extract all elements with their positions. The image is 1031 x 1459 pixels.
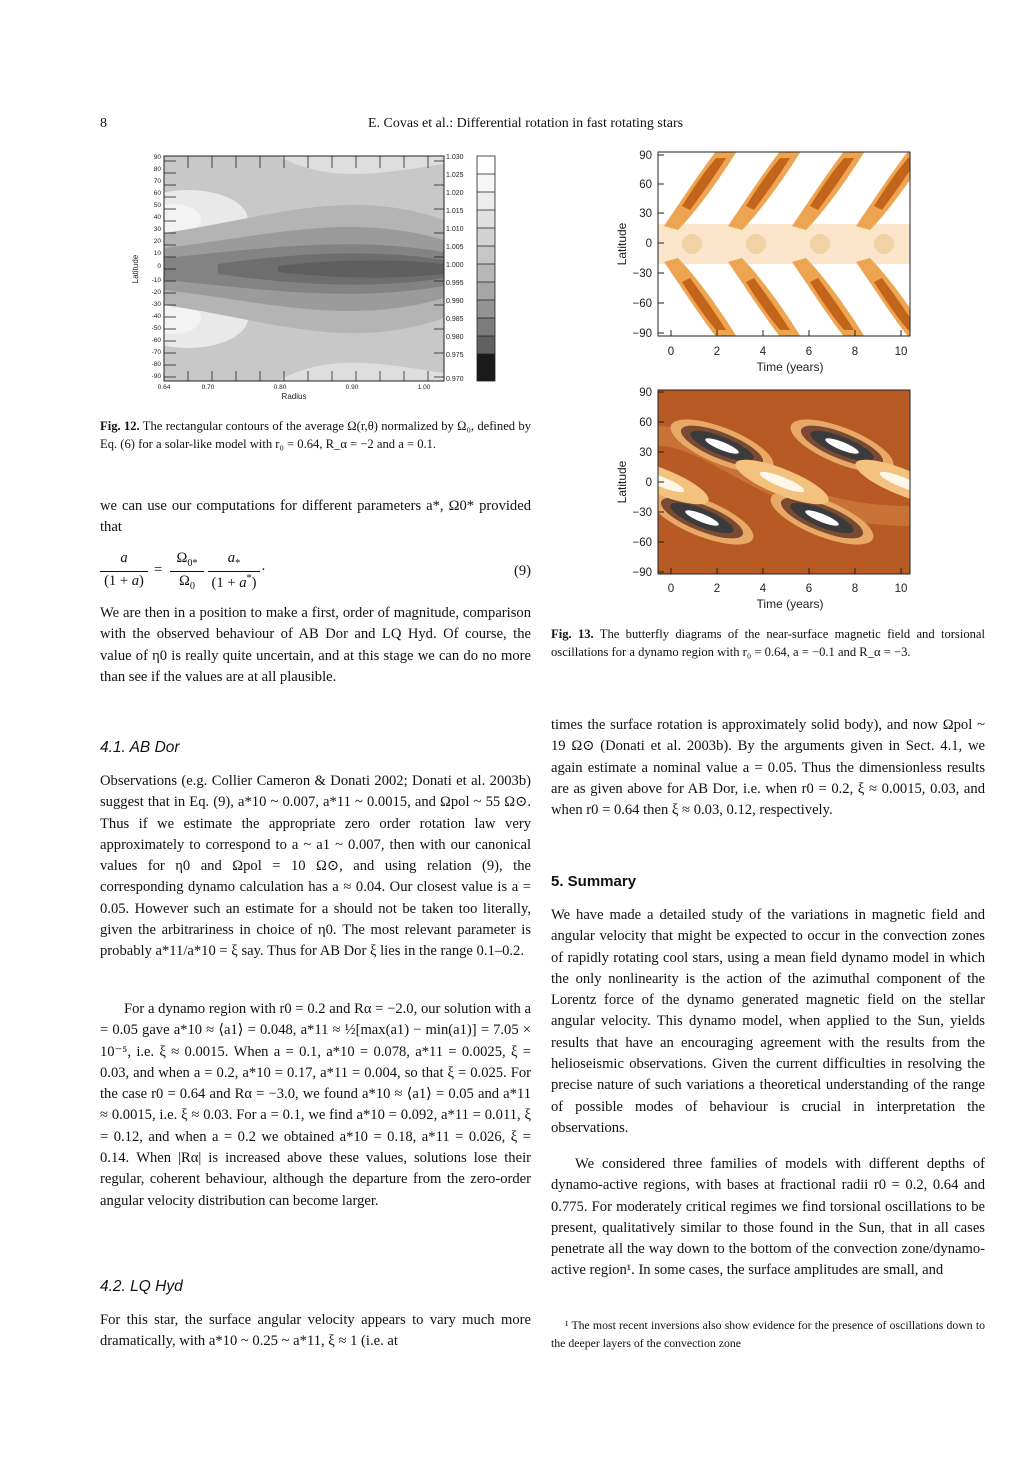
y-tick: −30 (632, 507, 652, 519)
colorbar-tick: 0.985 (446, 316, 464, 323)
section-4-2-heading: 4.2. LQ Hyd (100, 1278, 183, 1295)
fig13-top-x-label: Time (years) (756, 360, 824, 374)
left-paragraph-3: Observations (e.g. Collier Cameron & Donati 2002; Donati et al. 2003b) suggest that in Eq. (9), a*10 ~ 0.007, a*11 ~ 0.0015, and Ωpol ~ 55 Ω⊙. Thus if we estimate the appropriate zero order rotation law very approximately to correspond to a ~ a1 ~ 0.007, then with our canonical values for η0 and Ωpol = 10 Ω⊙, and using relation (9), the corresponding dynamo calculation has a ≈ 0.04. Our closest value is a = 0.05. However such an estimate for a should not be taken too literally, given the arbitrariness in choice of η0. The most relevant parameter is probably a*11/a*10 = ξ say. Thus for AB Dor ξ lies in the range 0.1–0.2. (100, 773, 531, 960)
colorbar-tick: 0.975 (446, 352, 464, 359)
x-tick: 0 (667, 346, 675, 358)
y-tick: 60 (153, 190, 161, 197)
x-tick: 0.70 (201, 384, 215, 391)
colorbar-tick: 0.995 (446, 280, 464, 287)
fig13-butterfly-diagrams (612, 146, 922, 616)
y-tick: 90 (639, 150, 652, 162)
colorbar-tick: 1.020 (446, 190, 464, 197)
right-paragraph-1: times the surface rotation is approximately solid body), and now Ωpol ~ 19 Ω⊙ (Donati et al. 2003b). By the arguments given in Sect. 4.1, we again estimate a nominal value a = 0.05. Thus the dimensionless results are as given above for AB Dor, i.e. when r0 = 0.2, ξ ≈ 0.0015, 0.03, and when r0 = 0.64 then ξ ≈ 0.03, 0.12, respectively. (551, 717, 985, 819)
x-tick: 0.64 (157, 384, 171, 391)
y-tick: 80 (153, 166, 161, 173)
y-tick: −60 (632, 298, 652, 310)
fig12-colorbar (477, 156, 495, 381)
y-tick: -60 (151, 337, 161, 344)
x-tick: 2 (713, 346, 721, 358)
y-tick: -20 (151, 289, 161, 296)
y-tick: -30 (151, 301, 161, 308)
fig12-caption (100, 417, 531, 453)
y-tick: 0 (645, 477, 652, 489)
y-tick: −90 (632, 567, 652, 579)
fig12-x-tick-labels (158, 384, 431, 391)
y-tick: -40 (151, 313, 161, 320)
y-tick: -50 (151, 325, 161, 332)
y-tick: 0 (157, 263, 161, 270)
x-tick: 6 (805, 346, 813, 358)
fig13-bottom-x-label: Time (years) (756, 597, 824, 611)
colorbar-tick: 1.005 (446, 244, 464, 251)
x-tick: 2 (713, 583, 721, 595)
fig12-y-axis-label: Latitude (131, 254, 140, 284)
left-paragraph-2: We are then in a position to make a first, order of magnitude, comparison with the observed behaviour of AB Dor and LQ Hyd. Of course, the value of η0 is really quite uncertain, and at this stage we can do no more than see if the values are at all plausible. (100, 605, 531, 685)
running-title: E. Covas et al.: Differential rotation in fast rotating stars (368, 116, 684, 131)
section-5-heading: 5. Summary (551, 873, 637, 890)
colorbar-tick: 0.980 (446, 334, 464, 341)
y-tick: 60 (639, 179, 652, 191)
y-tick: 90 (153, 154, 161, 161)
x-tick: 10 (894, 583, 908, 595)
fig13-top-panel (658, 146, 922, 342)
x-tick: 4 (759, 346, 767, 358)
colorbar-tick: 1.015 (446, 208, 464, 215)
right-paragraph-2: We have made a detailed study of the variations in magnetic field and angular velocity that might be expected to occur in the convection zones of rapidly rotating cool stars, using a mean field dynamo model in which the only nonlinearity is the action of the azimuthal component of the Lorentz force of the dynamo generated magnetic field on the stellar angular velocity. This dynamo model, when applied to the Sun, yields results that have an encouraging agreement with the results from the helioseismic observations. Given the current difficulties in resolving the precise nature of such variations a theoretical understanding of the range of possible modes of behaviour is crucial in interpretation the observations. (551, 907, 985, 1136)
y-tick: −60 (632, 537, 652, 549)
x-tick: 8 (851, 346, 859, 358)
y-tick: −90 (632, 328, 652, 340)
equation-9: a (1 + a) = $\Omega_{0*}$ $\Omega_0$ $a_*$ (1 + a*) · (9) (100, 550, 531, 596)
y-tick: 30 (639, 447, 652, 459)
fig13-caption-label: Fig. 13. (551, 627, 594, 641)
colorbar-tick: 1.030 (446, 154, 464, 161)
y-tick: 30 (153, 226, 161, 233)
y-tick: 30 (639, 208, 652, 220)
fig12-y-tick-labels (152, 154, 162, 380)
section-4-1-heading: 4.1. AB Dor (100, 739, 180, 756)
x-tick: 0 (667, 583, 675, 595)
colorbar-tick: 1.025 (446, 172, 464, 179)
y-tick: -90 (151, 373, 161, 380)
left-paragraph-5: For this star, the surface angular velocity appears to vary much more dramatically, with a*10 ~ 0.25 ~ a*11, ξ ≈ 1 (i.e. at (100, 1312, 531, 1350)
x-tick: 0.90 (345, 384, 359, 391)
fig13-bottom-x-ticks (668, 583, 908, 595)
x-tick: 10 (894, 346, 908, 358)
x-tick: 8 (851, 583, 859, 595)
fig12-contour-plot (128, 148, 508, 403)
y-tick: 0 (645, 238, 652, 250)
fig12-caption-label: Fig. 12. (100, 419, 140, 433)
y-tick: 40 (153, 214, 161, 221)
y-tick: -70 (151, 349, 161, 356)
fig13-top-x-ticks (668, 346, 908, 358)
fig13-top-y-ticks (632, 150, 652, 340)
left-paragraph-1: we can use our computations for different parameters a*, Ω0* provided that (100, 498, 531, 536)
fig13-bottom-y-ticks (632, 387, 652, 579)
colorbar-tick: 1.000 (446, 262, 464, 269)
fig12-caption-text: The rectangular contours of the average Ω(r,θ) normalized by Ω₀, defined by Eq. (6) for a solar-like model with r₀ = 0.64, R_α = −2 and a = 0.1. (100, 419, 532, 451)
fig13-caption-text: The butterfly diagrams of the near-surface magnetic field and torsional oscillations for a dynamo region with r₀ = 0.64, a = −0.1 and R_α = −3. (551, 627, 986, 659)
y-tick: −30 (632, 268, 652, 280)
left-paragraph-4: For a dynamo region with r0 = 0.2 and Rα = −2.0, our solution with a = 0.05 gave a*10 ≈ ⟨a1⟩ = 0.048, a*11 ≈ ½[max(a1) − min(a1)] = 7.05 × 10⁻⁵, i.e. ξ ≈ 0.0015. When a = 0.1, a*10 = 0.078, a*11 = 0.0025, ξ = 0.03, and when a = 0.2, a*10 = 0.17, a*11 = 0.004, so that ξ = 0.025. For the case r0 = 0.64 and Rα = −3.0, we found a*10 ≈ ⟨a1⟩ = 0.05 and a*11 ≈ 0.0015, i.e. ξ ≈ 0.03. For a = 0.1, we find a*10 = 0.092, a*11 = 0.011, ξ = 0.12, and when a = 0.2 we obtained a*10 = 0.18, a*11 = 0.026, ξ = 0.14. When |Rα| is increased above these values, solutions lose their regular, coherent behaviour, although the departure from the zero-order angular velocity distribution can become larger. (100, 1001, 531, 1209)
fig12-x-axis-label: Radius (281, 392, 307, 401)
y-tick: -10 (151, 277, 161, 284)
fig13-top-y-label: Latitude (615, 222, 629, 266)
fig13-caption (551, 625, 985, 661)
y-tick: 70 (153, 178, 161, 185)
fig12-colorbar-labels (446, 154, 464, 383)
right-paragraph-3: We considered three families of models with different depths of dynamo-active regions, with bases at fractional radii r0 = 0.2, 0.64 and 0.775. For moderately critical regimes we find torsional oscillations to be present, qualitatively similar to those found in the Sun, that in all cases penetrate all the way down to the bottom of the convection zone/dynamo-active region¹. In some cases, the surface amplitudes are small, and (551, 1156, 985, 1279)
y-tick: 60 (639, 417, 652, 429)
colorbar-tick: 0.970 (446, 376, 464, 383)
y-tick: 10 (153, 250, 161, 257)
page-number: 8 (100, 116, 107, 131)
y-tick: 20 (153, 238, 161, 245)
x-tick: 0.80 (273, 384, 287, 391)
footnote: ¹ The most recent inversions also show evidence for the presence of oscillations down to the deeper layers of the convection zone (551, 1318, 985, 1350)
fig13-bottom-y-label: Latitude (615, 460, 629, 504)
y-tick: 90 (639, 387, 652, 399)
equation-number: (9) (513, 563, 531, 579)
x-tick: 4 (759, 583, 767, 595)
colorbar-tick: 0.990 (446, 298, 464, 305)
x-tick: 1.00 (417, 384, 431, 391)
x-tick: 6 (805, 583, 813, 595)
colorbar-tick: 1.010 (446, 226, 464, 233)
y-tick: 50 (153, 202, 161, 209)
y-tick: -80 (151, 361, 161, 368)
